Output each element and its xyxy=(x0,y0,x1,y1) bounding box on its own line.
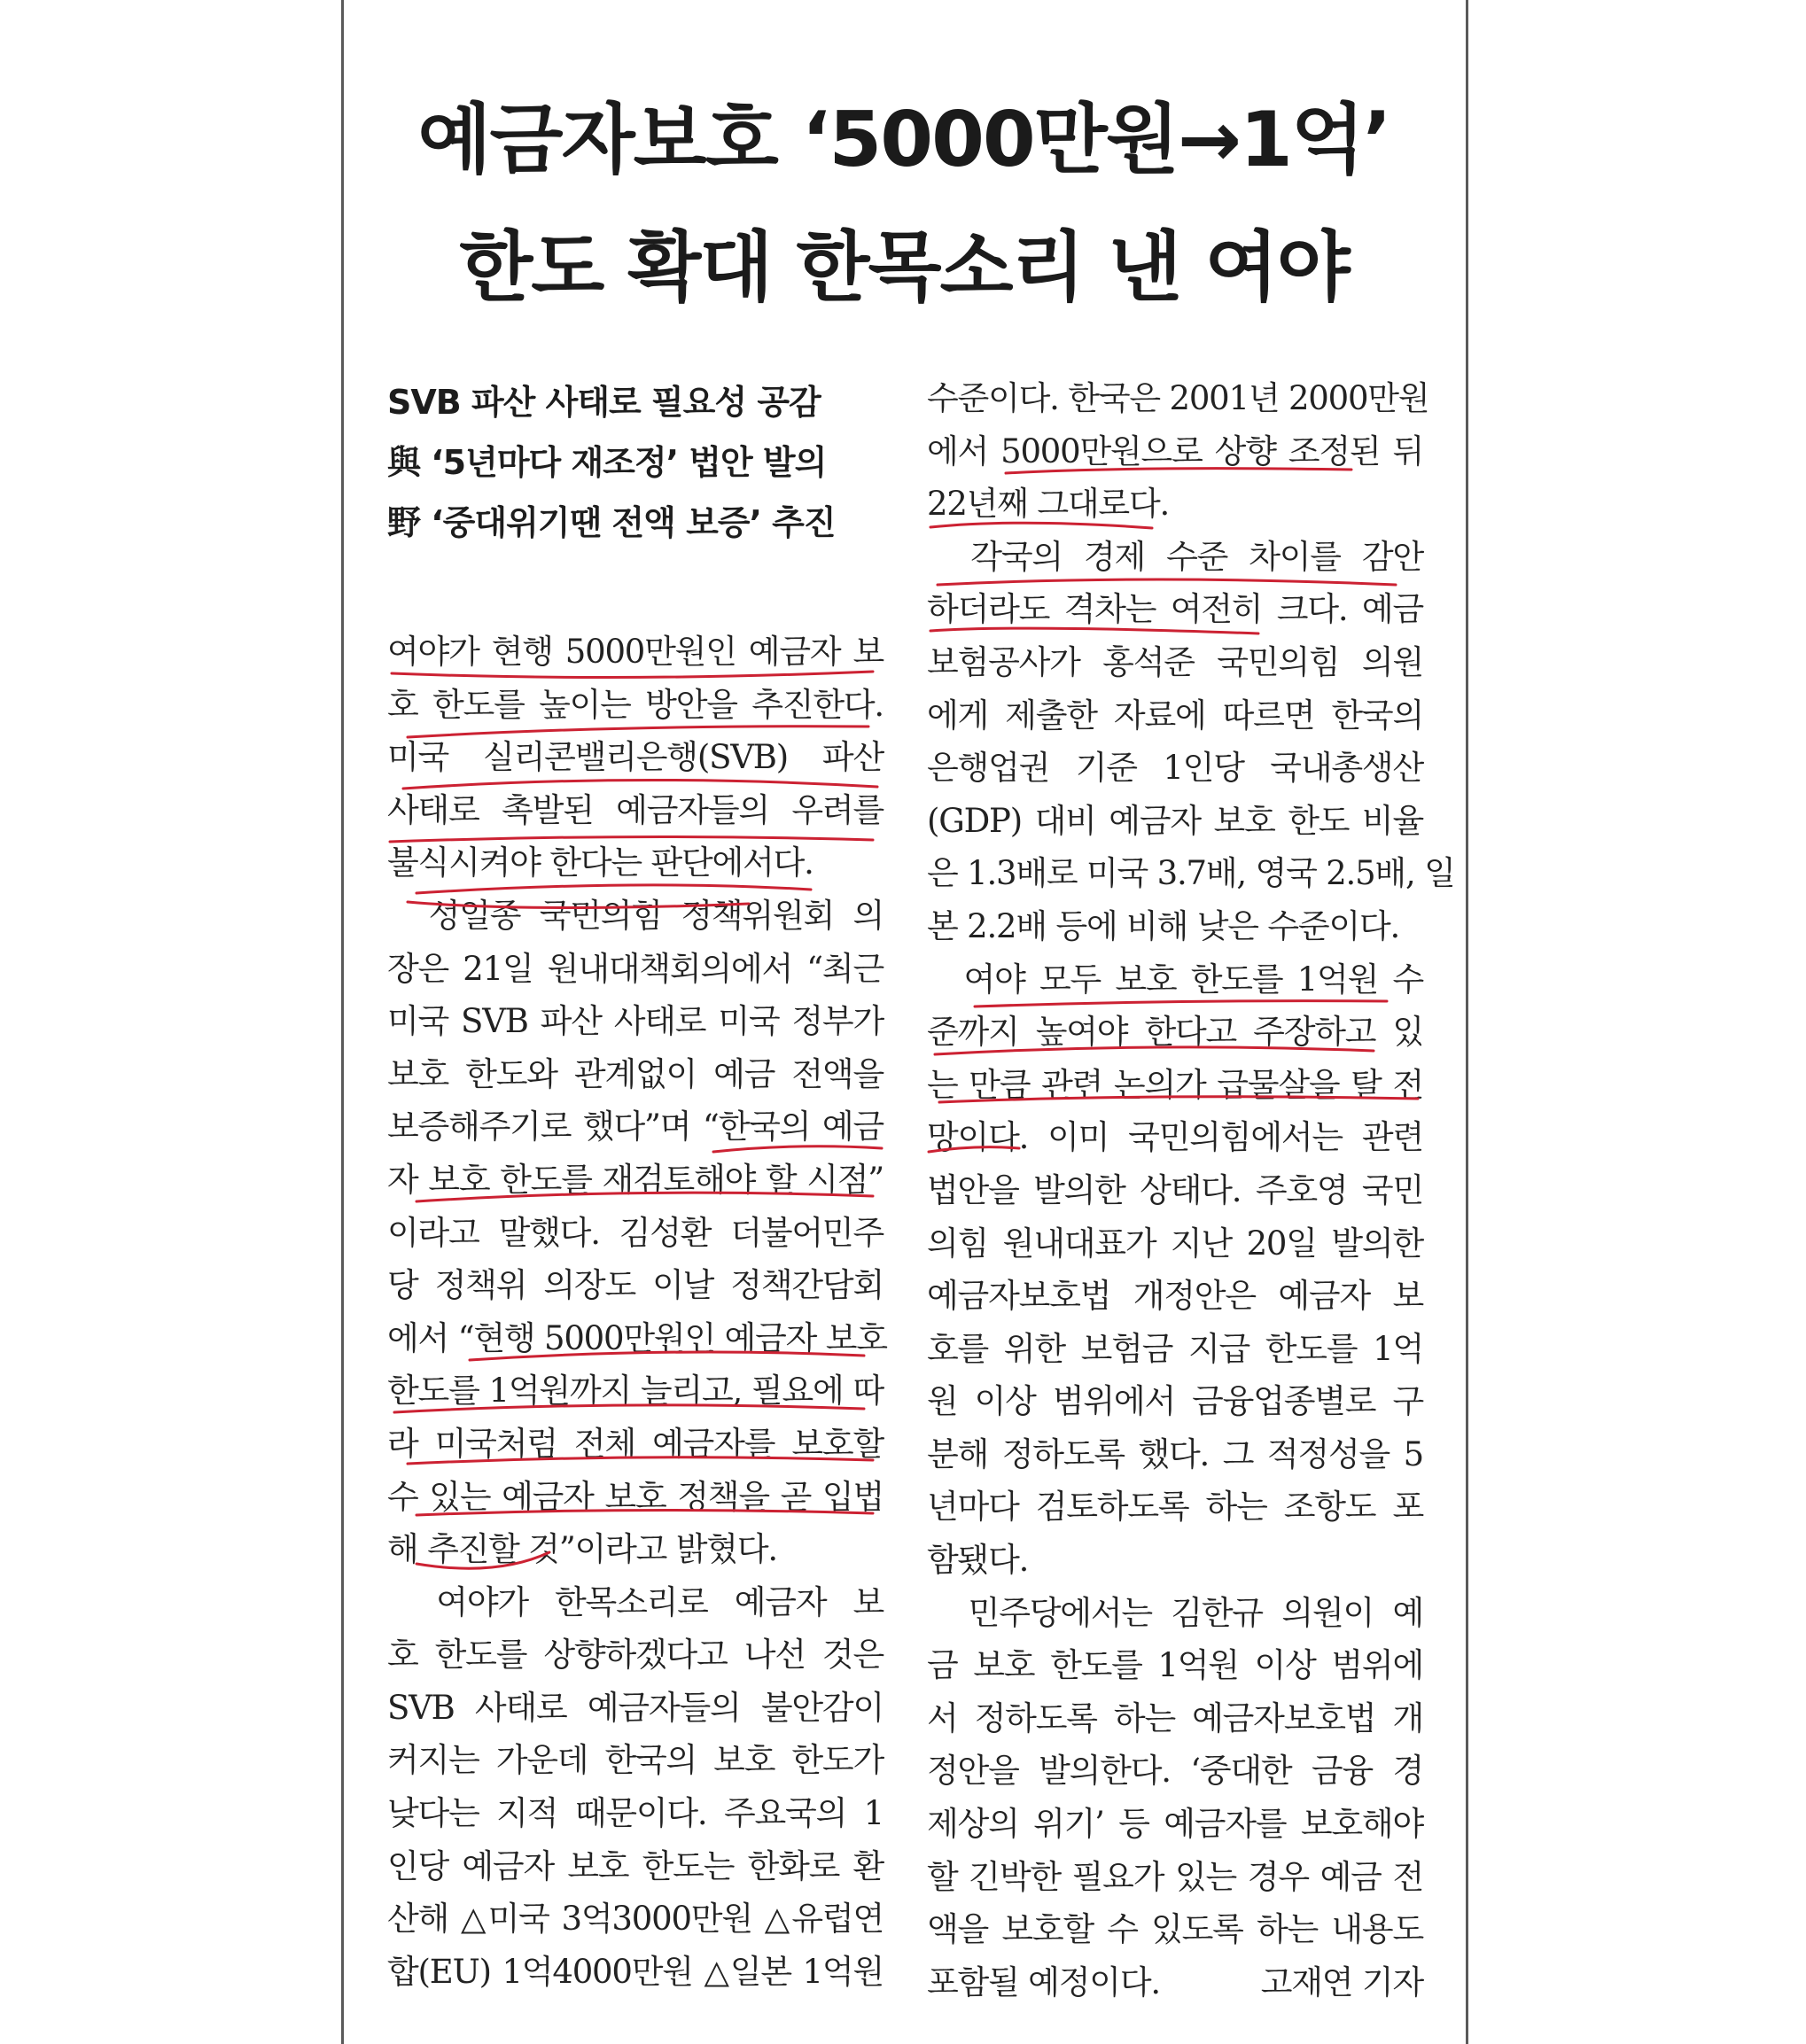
article-line: 성일종 국민의힘 정책위원회 의 xyxy=(387,896,884,935)
article-line: 라 미국처럼 전체 예금자를 보호할 xyxy=(387,1424,884,1463)
subheads xyxy=(387,372,884,553)
article-line: 각국의 경제 수준 차이를 감안 xyxy=(927,537,1423,576)
article-line: 이라고 말했다. 김성환 더불어민주 xyxy=(387,1213,884,1252)
page-edge-left xyxy=(341,0,344,2044)
article-line xyxy=(927,1956,1423,2009)
article-line: (GDP) 대비 예금자 보호 한도 비율 xyxy=(927,801,1423,840)
article-line: 의힘 원내대표가 지난 20일 발의한 xyxy=(927,1224,1423,1263)
left-column xyxy=(387,372,887,1998)
article-line: 장은 21일 원내대책회의에서 “최근 xyxy=(387,949,884,988)
article-line: 불식시켜야 한다는 판단에서다. xyxy=(387,843,813,882)
article-line: 합(EU) 1억4000만원 △일본 1억원 xyxy=(387,1952,884,1991)
subhead-gap xyxy=(387,553,884,626)
article-line: 하더라도 격차는 여전히 크다. 예금 xyxy=(927,590,1423,629)
article-line: 함됐다. xyxy=(927,1541,1029,1580)
article-line: 은행업권 기준 1인당 국내총생산 xyxy=(927,749,1423,788)
article-line: 수 있는 예금자 보호 정책을 곧 입법 xyxy=(387,1477,884,1516)
page-edge-right xyxy=(1466,0,1468,2044)
article-line: 법안을 발의한 상태다. 주호영 국민 xyxy=(927,1170,1423,1209)
article-line: 여야가 한목소리로 예금자 보 xyxy=(387,1582,884,1621)
article-line: 정안을 발의한다. ‘중대한 금융 경 xyxy=(927,1752,1423,1791)
article-line: 보호 한도와 관계없이 예금 전액을 xyxy=(387,1054,884,1093)
left-body xyxy=(387,626,887,1998)
article-line-text: 포함될 예정이다. xyxy=(927,1962,1160,2001)
article-line: SVB 사태로 예금자들의 불안감이 xyxy=(387,1688,884,1727)
article-line: 는 만큼 관련 논의가 급물살을 탈 전 xyxy=(927,1065,1423,1104)
article-line: 에서 5000만원으로 상향 조정된 뒤 xyxy=(927,431,1423,470)
article-line: 커지는 가운데 한국의 보호 한도가 xyxy=(387,1741,884,1780)
article-line: 당 정책위 의장도 이날 정책간담회 xyxy=(387,1266,884,1305)
article-line: 년마다 검토하도록 하는 조항도 포 xyxy=(927,1488,1423,1527)
article-line: 원 이상 범위에서 금융업종별로 구 xyxy=(927,1382,1423,1421)
article-line: 민주당에서는 김한규 의원이 예 xyxy=(927,1593,1423,1632)
article-line: 한도를 1억원까지 늘리고, 필요에 따 xyxy=(387,1372,884,1411)
article-line: 자 보호 한도를 재검토해야 할 시점” xyxy=(387,1160,884,1199)
article-line: 제상의 위기’ 등 예금자를 보호해야 xyxy=(927,1805,1423,1844)
article-line: 수준이다. 한국은 2001년 2000만원 xyxy=(927,379,1429,417)
byline: 고재연 기자 xyxy=(1260,1962,1423,2001)
article-line: 분해 정하도록 했다. 그 적정성을 5 xyxy=(927,1434,1423,1473)
article-line: 보증해주기로 했다”며 “한국의 예금 xyxy=(387,1107,884,1146)
subhead-2: 與 ‘5년마다 재조정’ 법안 발의 xyxy=(387,443,827,482)
article-line: 서 정하도록 하는 예금자보호법 개 xyxy=(927,1698,1423,1737)
headline-line-2: 한도 확대 한목소리 낸 여야 xyxy=(459,223,1349,312)
article-line: 호 한도를 상향하겠다고 나선 것은 xyxy=(387,1636,884,1675)
article-line: 할 긴박한 필요가 있는 경우 예금 전 xyxy=(927,1857,1423,1896)
headline-line-1: 예금자보호 ‘5000만원→1억’ xyxy=(417,96,1390,184)
article-line: 22년째 그대로다. xyxy=(927,485,1170,524)
article-line: 미국 실리콘밸리은행(SVB) 파산 xyxy=(387,738,884,777)
article-line: 호를 위한 보험금 지급 한도를 1억 xyxy=(927,1329,1423,1368)
article-line: 에게 제출한 자료에 따르면 한국의 xyxy=(927,696,1423,734)
article-line: 본 2.2배 등에 비해 낮은 수준이다. xyxy=(927,906,1400,945)
article-line: 인당 예금자 보호 한도는 한화로 환 xyxy=(387,1846,884,1885)
article-line: 은 1.3배로 미국 3.7배, 영국 2.5배, 일 xyxy=(927,854,1455,893)
article-line: 사태로 촉발된 예금자들의 우려를 xyxy=(387,790,884,829)
article-line: 산해 △미국 3억3000만원 △유럽연 xyxy=(387,1900,884,1939)
article-line: 액을 보호할 수 있도록 하는 내용도 xyxy=(927,1910,1423,1949)
article-line: 호 한도를 높이는 방안을 추진한다. xyxy=(387,685,884,724)
article-line: 미국 SVB 파산 사태로 미국 정부가 xyxy=(387,1002,884,1041)
right-column xyxy=(927,372,1455,2009)
subhead-1: SVB 파산 사태로 필요성 공감 xyxy=(387,383,821,422)
article-line: 금 보호 한도를 1억원 이상 범위에 xyxy=(927,1646,1423,1685)
article-line: 에서 “현행 5000만원인 예금자 보호 xyxy=(387,1318,887,1357)
article-line: 예금자보호법 개정안은 예금자 보 xyxy=(927,1277,1423,1316)
article-line: 망이다. 이미 국민의힘에서는 관련 xyxy=(927,1118,1423,1157)
article-line: 준까지 높여야 한다고 주장하고 있 xyxy=(927,1013,1423,1052)
article-line: 낮다는 지적 때문이다. 주요국의 1 xyxy=(387,1794,884,1833)
article-line: 여야가 현행 5000만원인 예금자 보 xyxy=(387,633,884,671)
right-body xyxy=(927,372,1455,2009)
article-line: 보험공사가 홍석준 국민의힘 의원 xyxy=(927,642,1423,681)
subhead-3: 野 ‘중대위기땐 전액 보증’ 추진 xyxy=(387,503,836,542)
article-line: 여야 모두 보호 한도를 1억원 수 xyxy=(927,960,1423,999)
article-line: 해 추진할 것”이라고 밝혔다. xyxy=(387,1530,777,1569)
